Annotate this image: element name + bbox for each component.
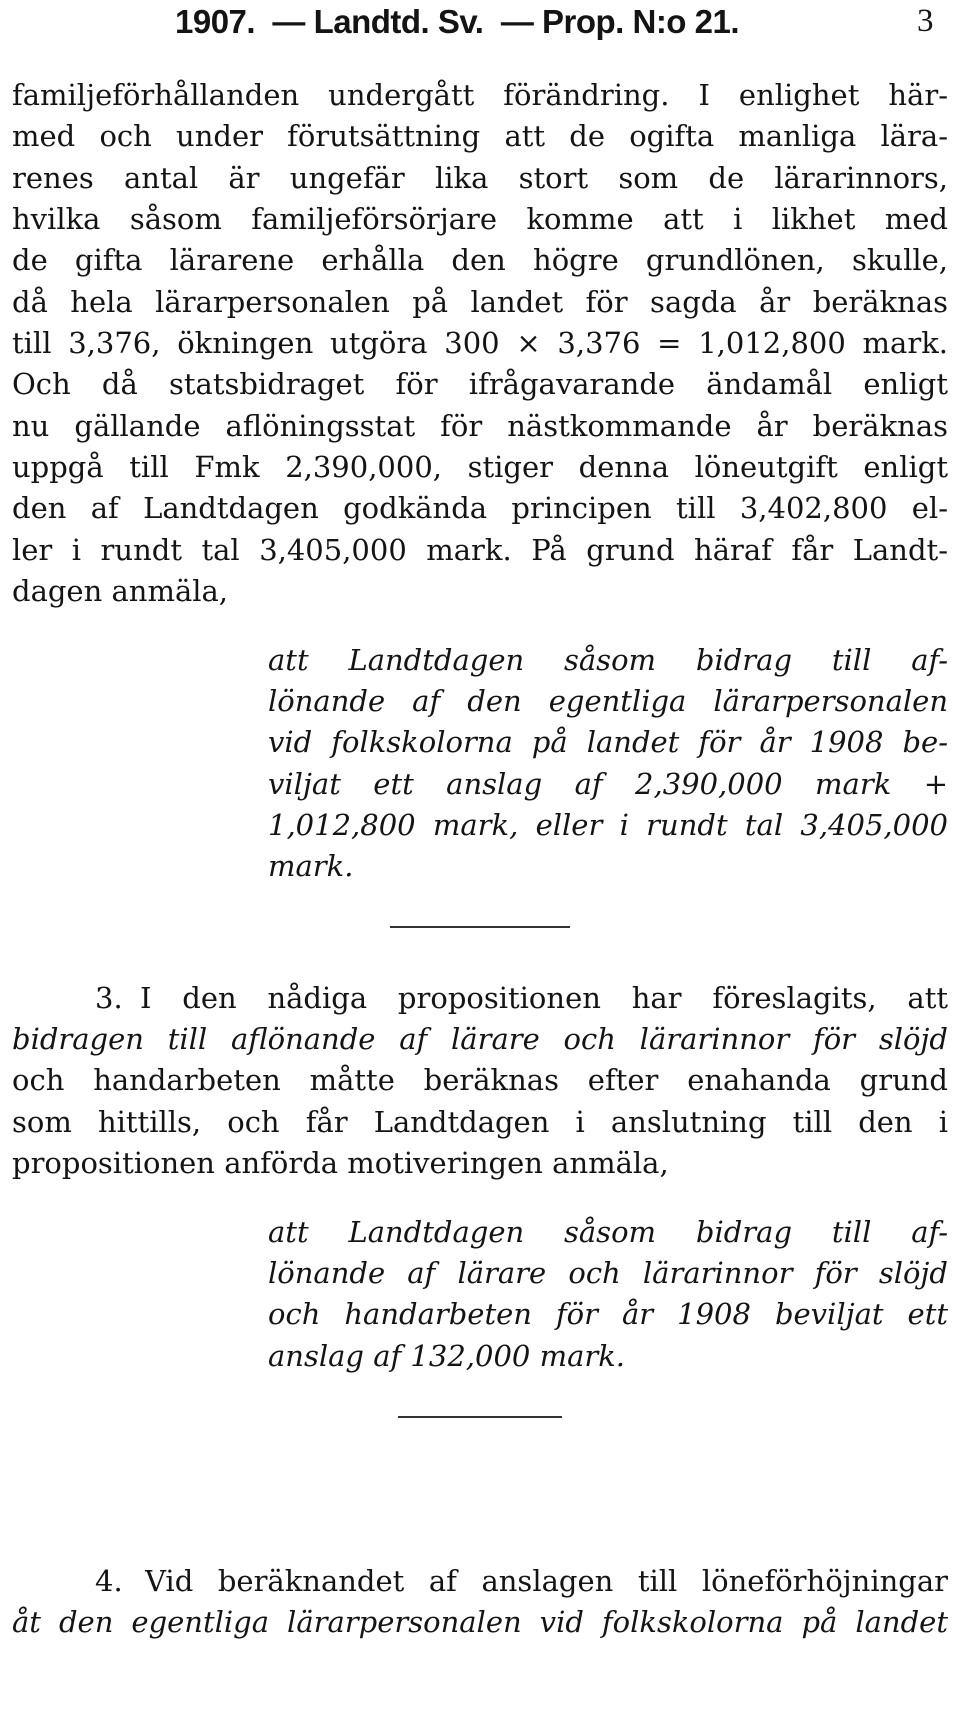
header-title: 1907. — Landtd. Sv. — Prop. N:o 21.: [175, 3, 740, 40]
section-line: Vid beräknandet af anslagen till löneförhöjningar: [145, 1564, 948, 1598]
proposal-line: mark.: [268, 849, 354, 883]
paragraph-line: uppgå till Fmk 2,390,000, stiger denna löneutgift enligt: [12, 450, 948, 484]
paragraph-line: dagen anmäla,: [12, 574, 229, 608]
section-line: som hittills, och får Landtdagen i anslutning till den i: [12, 1105, 948, 1139]
section-line: propositionen anförda motiveringen anmäla,: [12, 1146, 669, 1180]
proposal-line: lönande af den egentliga lärarpersonalen: [268, 684, 948, 718]
paragraph-line: till 3,376, ökningen utgöra 300 × 3,376 = 1,012,800 mark.: [12, 326, 948, 360]
proposal-line: 1,012,800 mark, eller i rundt tal 3,405,000: [268, 808, 948, 842]
paragraph-line: hvilka såsom familjeförsörjare komme att i likhet med: [12, 202, 948, 236]
paragraph-line: då hela lärarpersonalen på landet för sagda år beräknas: [12, 285, 948, 319]
paragraph-line: ler i rundt tal 3,405,000 mark. På grund häraf får Landt-: [12, 533, 948, 567]
section-line: åt den egentliga lärarpersonalen vid folkskolorna på landet: [12, 1605, 948, 1639]
section-divider: [398, 1416, 562, 1418]
section-line: [12, 1019, 948, 1060]
section-divider: [390, 926, 570, 928]
section-line: I den nådiga propositionen har föreslagits, att: [140, 981, 948, 1015]
proposal-line: vid folkskolorna på landet för år 1908 be-: [268, 725, 948, 759]
proposal-line: att Landtdagen såsom bidrag till af-: [268, 1215, 948, 1249]
proposal-line: att Landtdagen såsom bidrag till af-: [268, 643, 948, 677]
page-number: 3: [917, 3, 933, 39]
paragraph-line: med och under förutsättning att de ogifta manliga lära-: [12, 119, 948, 153]
proposal-line: viljat ett anslag af 2,390,000 mark +: [268, 767, 948, 801]
paragraph-line: nu gällande aflöningsstat för nästkommande år beräknas: [12, 409, 948, 443]
paragraph-line: den af Landtdagen godkända principen till 3,402,800 el-: [12, 491, 948, 525]
proposal-line: anslag af 132,000 mark.: [268, 1339, 626, 1373]
proposal-line: lönande af lärare och lärarinnor för slöjd: [268, 1256, 948, 1290]
section-line: och handarbeten måtte beräknas efter enahanda grund: [12, 1063, 948, 1097]
paragraph-line: Och då statsbidraget för ifrågavarande ändamål enligt: [12, 367, 948, 401]
page-header: [0, 0, 960, 50]
section-number: 4.: [95, 1564, 123, 1598]
section-number: 3.: [95, 981, 123, 1015]
section-line-italic: bidragen till aflönande af lärare och lärarinnor för slöjd: [12, 1022, 948, 1056]
paragraph-line: familjeförhållanden undergått förändring. I enlighet här-: [12, 78, 948, 112]
proposal-line: och handarbeten för år 1908 beviljat ett: [268, 1297, 948, 1331]
paragraph-line: renes antal är ungefär lika stort som de lärarinnors,: [12, 161, 948, 195]
paragraph-line: de gifta lärarene erhålla den högre grundlönen, skulle,: [12, 243, 948, 277]
